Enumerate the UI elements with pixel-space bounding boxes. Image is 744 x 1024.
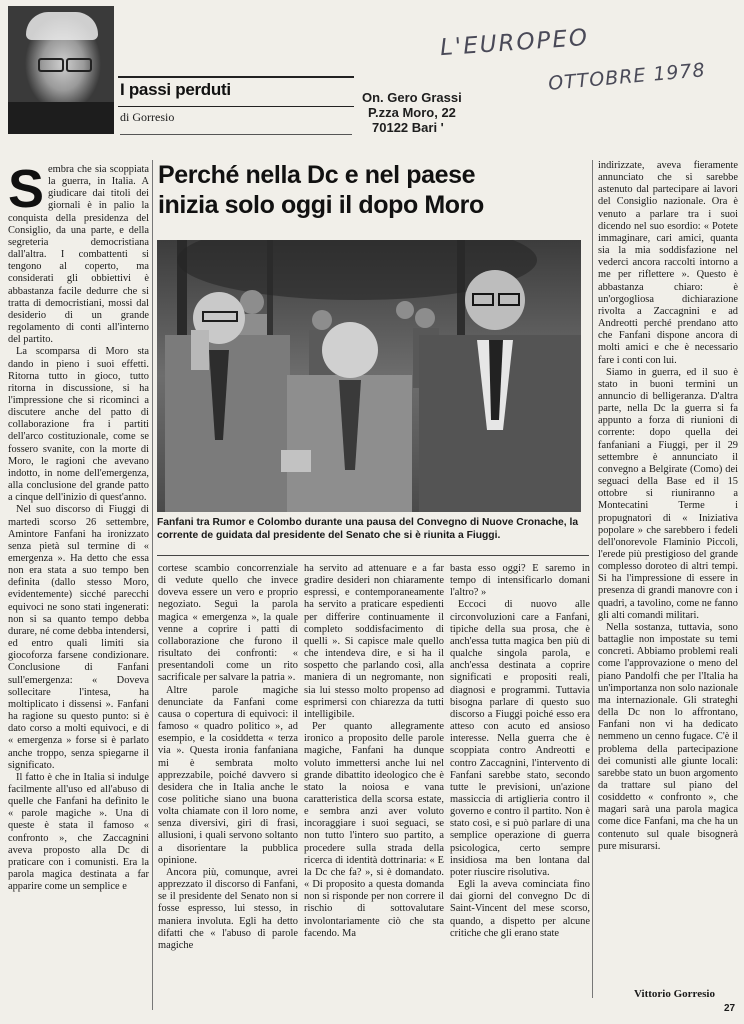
column-rule bbox=[152, 160, 153, 1010]
paragraph: Altre parole magiche denunciate da Fanfani come causa o copertura di equivoci: il famoso « quadro politico », ad esempio, e la cosiddetta « terza via ». Questa ironia fanfaniana mi è sembrata molto apprezzabile, poiché davvero si desidera che in Italia anche le cose politiche siano una buona volta chiamate con il loro nome, senza diversivi, giri di frasi, allusioni, i quali servono soltanto a disorientare la pubblica opinione. bbox=[158, 684, 298, 866]
address-stamp bbox=[362, 90, 494, 135]
author-portrait bbox=[8, 6, 114, 134]
paragraph: cortese scambio concorrenziale di vedute quello che invece doveva essere un vero e proprio negoziato. Seguì la parola magica « emergenza », la quale venne a coprire i patti di collaborazione che furono il risultato dei confronti: « presentandoli come un rito sacrificale per salvare la patria ». bbox=[158, 563, 298, 684]
paragraph bbox=[8, 164, 149, 346]
paragraph: Siamo in guerra, ed il suo è stato in buoni termini un annuncio di belligeranza. D'altra parte, nella Dc la guerra si fa appunto a forza di riunioni di corrente: dopo quella dei fanfaniani a Fiuggi, per il 29 settembre è annunciato il convegno a Belgirate (Como) dei seguaci della Base ed il 15 ottobre si riuniranno a Montecatini Terme i propugnatori di « Iniziativa popolare » che sarebbero i fedeli dell'onorevole Flaminio Piccoli, l'erede più prestigioso del grande complesso doroteo di altri tempi. Si ha l'impressione di essere in presenza di grandi manovre con i quadri, a tavolino, come ne fanno gli alti comandi militari. bbox=[598, 366, 738, 621]
paragraph-text: embra che sia scoppiata la guerra, in Italia. A giudicare dai titoli dei giornali è in palio la conquista della presidenza del Consiglio, da una parte, e della segreteria democristiana dall'altra. I combattenti si tengono al coperto, ma considerati gli obbiettivi è abbastanza facile dedurre che si tratta di democristiani, mossi dal desiderio di un grande regolamento di conti all'interno del partito. bbox=[8, 164, 149, 346]
article-column-1 bbox=[8, 164, 149, 1010]
stamp-line-city: 70122 Bari ' bbox=[372, 120, 444, 135]
page-number: 27 bbox=[724, 1003, 736, 1014]
column-mid-rule bbox=[118, 106, 354, 107]
article-photo bbox=[157, 240, 581, 512]
article-headline bbox=[158, 160, 588, 220]
article-column-5 bbox=[598, 160, 738, 1002]
column-title: I passi perduti bbox=[120, 80, 231, 99]
paragraph: indirizzate, aveva fieramente annunciato che si sarebbe astenuto dal partecipare ai lavori del Consiglio nazionale. Ora è venuto a parlare tra i suoi dicendo nel suo esordio: « Potete immaginare, cari amici, quanta sia la mia soddisfazione nel vederci ancora raccolti intorno a me per riflettere ». Questo è abbastanza chiaro: è un'orgogliosa dichiarazione rivolta a Zaccagnini e ad Andreotti perché prendano atto che Fanfani dispone ancora di molti amici e che è necessario fare i conti con lui. bbox=[598, 160, 738, 366]
stamp-line-name: On. Gero Grassi bbox=[362, 90, 462, 105]
caption-rule bbox=[157, 555, 589, 556]
photo-caption: Fanfani tra Rumor e Colombo durante una pausa del Convegno di Nuove Cronache, la corrente de guidata dal presidente del Senato che si è riunita a Fiuggi. bbox=[157, 517, 579, 541]
paragraph: ha servito ad attenuare e a far gradire desideri non chiaramente espressi, e contemporaneamente ha servito a praticare espedienti per differire continuamente il completo soddisfacimento di quelli ». Si capisce male quello che intendeva dire, e si ha il sospetto che parlando così, alla maniera di un negromante, non sia lui stesso molto propenso ad esprimersi con chiarezza da tutti intelligibile. bbox=[304, 563, 444, 720]
headline-line-2: inizia solo oggi il dopo Moro bbox=[158, 191, 484, 219]
column-author: di Gorresio bbox=[120, 110, 175, 124]
article-column-4 bbox=[450, 563, 590, 1013]
paragraph: Nella sostanza, tuttavia, sono battaglie non impostate su temi concreti. Abbiamo problemi reali come l'approvazione o meno del piano Pandolfi che per l'Italia ha un'importanza non solo nazionale ma internazionale. Gli strateghi della Dc non lo affrontano, Fanfani non vi ha dedicato nemmeno un cenno fugace. C'è il problema della partecipazione dei comunisti alle giunte locali: sarebbe stato un buon argomento da trattare sul piano del cosiddetto « confronto », che magari sarà una parola magica come dice Fanfani, ma che ha un contenuto sul quale bisognerà pure misurarsi. bbox=[598, 621, 738, 852]
paragraph: Egli la aveva cominciata fino dai giorni del convegno Dc di Saint-Vincent del mese scorso, quando, a dispetto per alcune critiche che gli erano state bbox=[450, 879, 590, 939]
column-rule bbox=[592, 160, 593, 998]
paragraph: Per quanto allegramente ironico a proposito delle parole magiche, Fanfani ha dunque voluto immettersi anche lui nel grande dibattito ideologico che è stato la noiosa e vana caratteristica della scorsa estate, e sembra anzi aver voluto incoraggiare i suoi seguaci, se non tutto l'intero suo partito, a procedere sulla strada della ricerca di identità dottrinaria: « E la Dc che fa? », si è domandato. « Di proposito a questa domanda non si risponde per non correre il rischio di sottovalutare involontariamente ciò che sta facendo. Ma bbox=[304, 721, 444, 939]
paragraph: Ancora più, comunque, avrei apprezzato il discorso di Fanfani, se il presidente del Senato non si fosse espresso, lui stesso, in maniera involuta. Egli ha detto difatti che « l'abuso di parole magiche bbox=[158, 866, 298, 951]
paragraph: Il fatto è che in Italia si indulge facilmente all'uso ed all'abuso di quelle che Fanfani ha definito le « parole magiche ». Una di queste è stata il famoso « confronto », che Zaccagnini aveva proposto alla Dc di praticare con i comunisti. Era la parola magica destinata a far apparire come un semplice e bbox=[8, 771, 149, 893]
article-signature: Vittorio Gorresio bbox=[634, 988, 715, 1000]
column-top-rule bbox=[118, 76, 354, 78]
drop-cap: S bbox=[8, 164, 45, 219]
stamp-line-street: P.zza Moro, 22 bbox=[368, 105, 456, 120]
handwritten-source: L'EUROPEO bbox=[439, 24, 590, 62]
paragraph: Eccoci di nuovo alle circonvoluzioni care a Fanfani, tipiche della sua prosa, che è anch'essa tutta magica ben più di qualche singola parola, e anch'essa destinata a coprire significati e propositi reali, diagnosi e programmi. Tuttavia bisogna parlare di questo suo discorso a Fiuggi poiché esso era atteso con acuto ed ansioso interesse. Nella guerra che è scoppiata contro Andreotti e contro Zaccagnini, l'intervento di Fanfani sarebbe stato, secondo tutte le previsioni, un'azione massiccia di artiglieria contro il governo e contro il partito. Non è stato così, e si può parlare di una semplice operazione di guerra psicologica, certo sempre insidiosa ma ben lontana dal poter riuscire risolutiva. bbox=[450, 599, 590, 878]
article-column-3 bbox=[304, 563, 444, 1013]
headline-line-1: Perché nella Dc e nel paese bbox=[158, 161, 476, 189]
paragraph: Nel suo discorso di Fiuggi di martedì scorso 26 settembre, Amintore Fanfani ha ironizzato senza pietà sul termine di « emergenza ». Ha detto che essa non era stata a suo tempo ben definita (dallo stesso Moro, evidentemente) sicché parecchi equivoci ne sono stati ingenerati: non si sa quanto tempo debba durare, né come debba intendersi, ed entro quali limiti sia giocoforza farsene condizionare. Conclusione di Fanfani sull'emergenza: « Doveva sollecitare l'intesa, ha moltiplicato i dissensi ». Fanfani ha ragione su questo punto: si è dato corso a molti equivoci, e di « emergenza » forse si è parlato anche troppo, senza spiegarne il significato. bbox=[8, 504, 149, 771]
handwritten-date: OTTOBRE 1978 bbox=[547, 59, 707, 95]
column-bottom-rule bbox=[120, 134, 352, 135]
paragraph: La scomparsa di Moro sta dando in pieno i suoi effetti. Ritorna tutto in gioco, tutto ritorna in discussione, si ha l'impressione che si ricominci a discutere anche del patto di collaborazione fra i partiti dell'arco costituzionale, come se fossero svanite, con la morte di Moro, le ragioni che avevano indotto, in nome dell'emergenza, alla conclusione del grande patto a cinque dell'inizio di quest'anno. bbox=[8, 346, 149, 504]
paragraph: basta esso oggi? E saremo in tempo di intensificarlo domani l'altro? » bbox=[450, 563, 590, 599]
photo-illustration bbox=[157, 240, 581, 512]
article-column-2 bbox=[158, 563, 298, 1013]
